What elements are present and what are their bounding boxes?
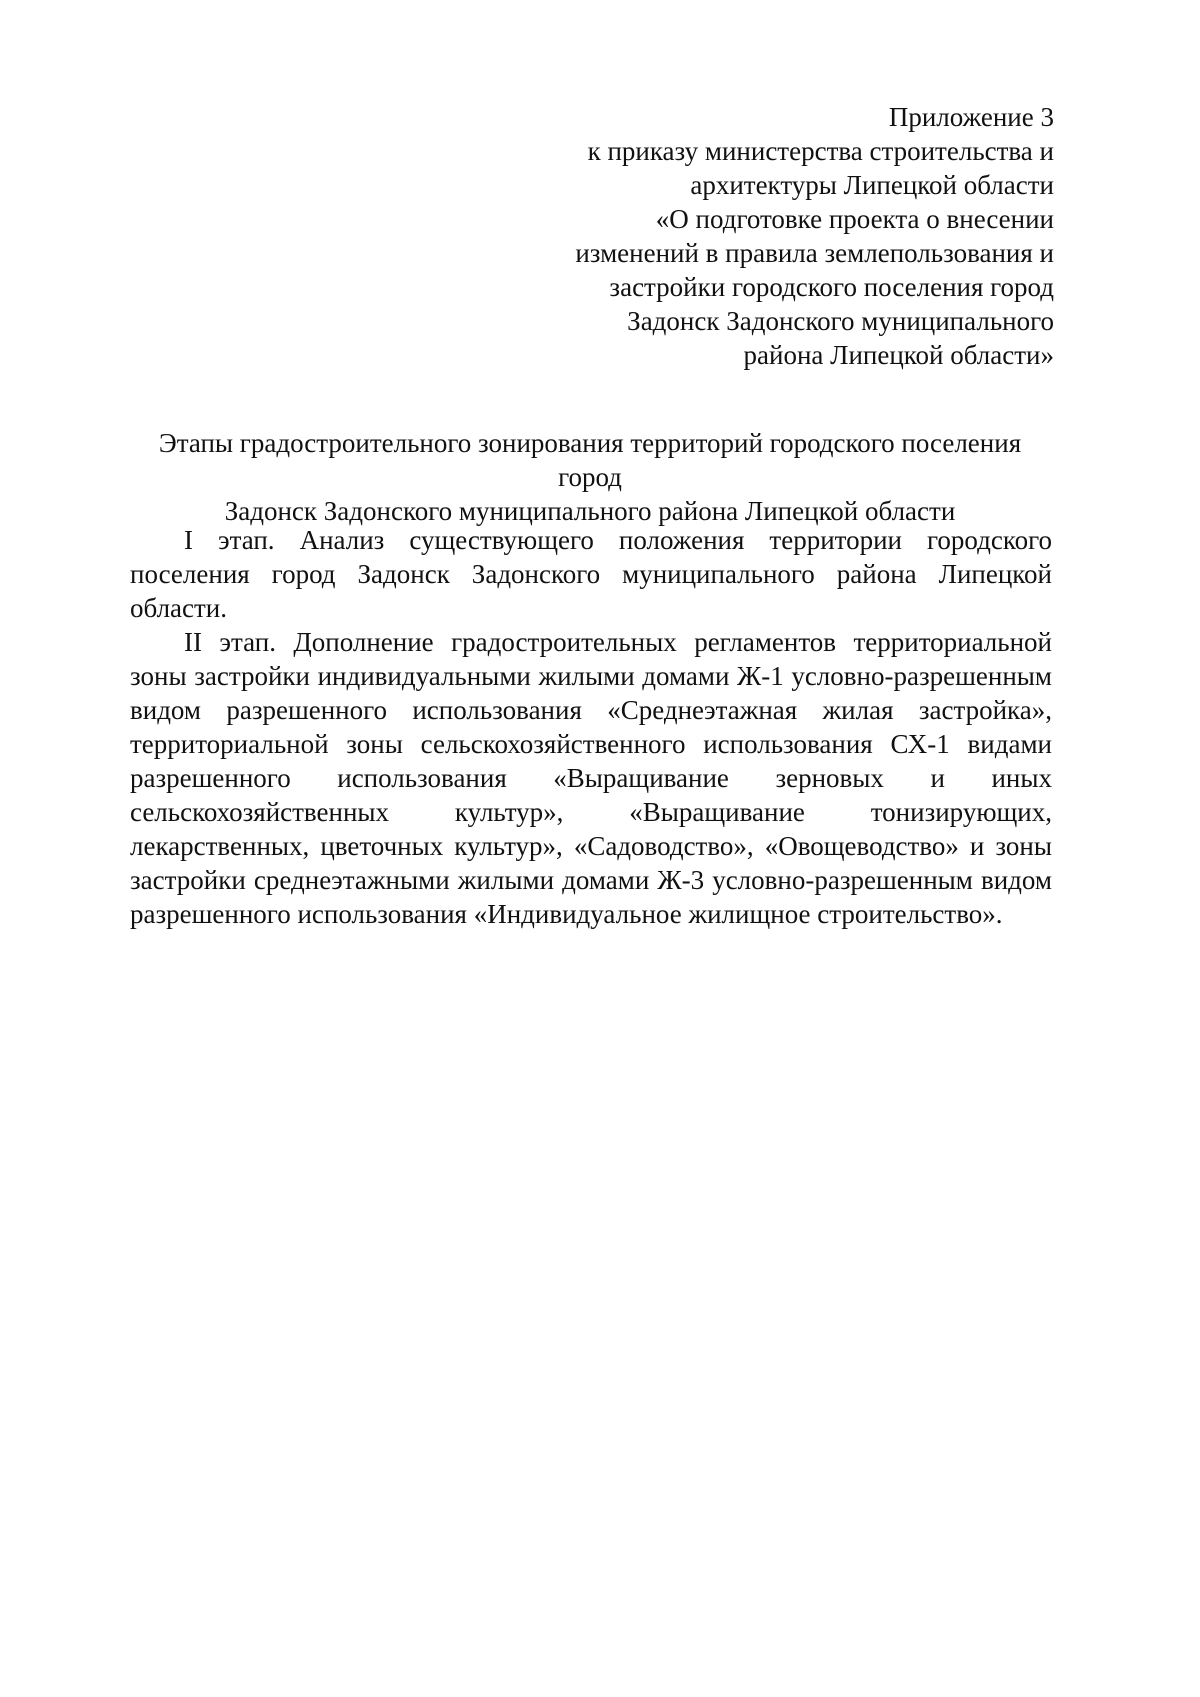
stage-1-paragraph: I этап. Анализ существующего положения территории городского поселения город Задонск Задонского муниципального района Липецкой области.: [130, 525, 1052, 623]
appendix-header: [494, 100, 1054, 372]
title-line-2: Задонск Задонского муниципального района Липецкой области: [224, 496, 956, 526]
title-line-1: Этапы градостроительного зонирования территорий городского поселения город: [158, 428, 1022, 492]
appendix-line: Приложение 3: [888, 102, 1054, 132]
appendix-line: застройки городского поселения город: [609, 272, 1054, 302]
appendix-line: архитектуры Липецкой области: [690, 170, 1054, 200]
appendix-line: «О подготовке проекта о внесении: [655, 204, 1054, 234]
appendix-line: к приказу министерства строительства и: [587, 136, 1054, 166]
document-body: [130, 523, 1052, 931]
document-title: [130, 426, 1050, 528]
appendix-line: изменений в правила землепользования и: [575, 238, 1054, 268]
appendix-line: района Липецкой области»: [743, 340, 1054, 370]
stage-2-paragraph: II этап. Дополнение градостроительных регламентов территориальной зоны застройки индивидуальными жилыми домами Ж-1 условно-разрешенным видом разрешенного использования «Среднеэтажная жилая застройка», территориальной зоны сельскохозяйственного использования СХ-1 видами разрешенного использования «Выращивание зерновых и иных сельскохозяйственных культур», «Выращивание тонизирующих, лекарственных, цветочных культур», «Садоводство», «Овощеводство» и зоны застройки среднеэтажными жилыми домами Ж-3 условно-разрешенным видом разрешенного использования «Индивидуальное жилищное строительство».: [130, 627, 1052, 929]
appendix-line: Задонск Задонского муниципального: [627, 306, 1054, 336]
